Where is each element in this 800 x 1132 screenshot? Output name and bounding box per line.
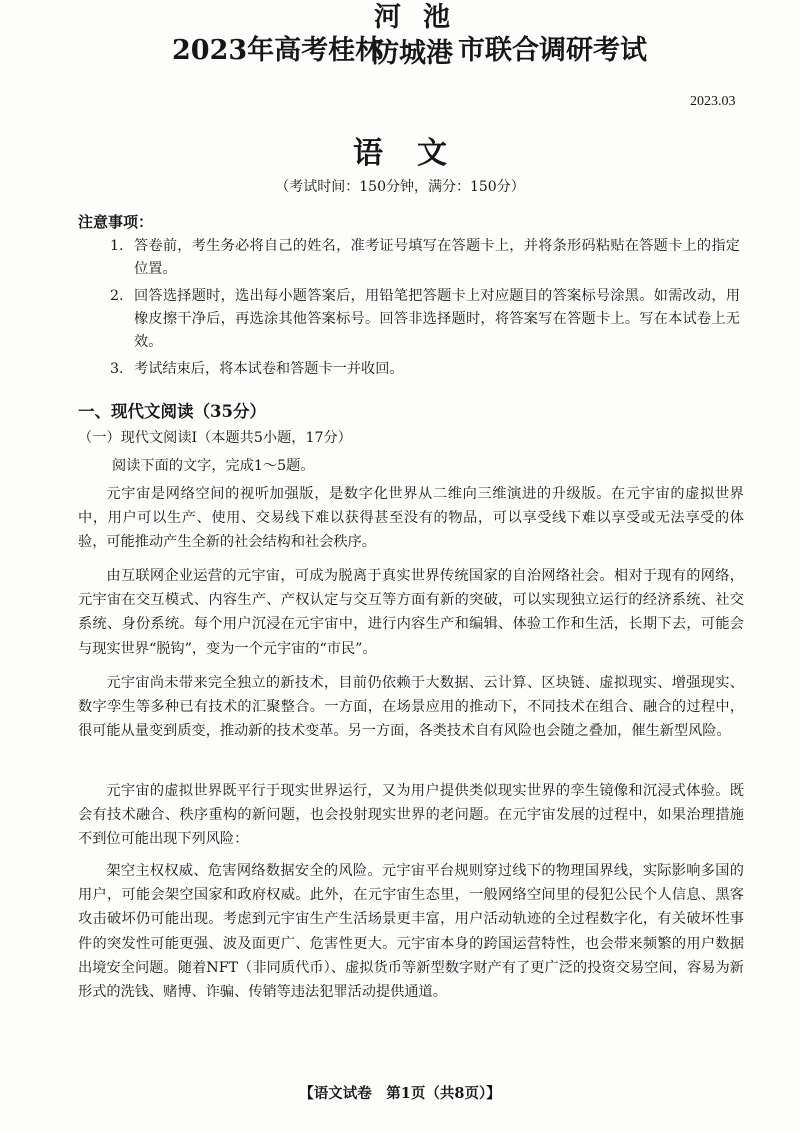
notice-item-text: 回答选择题时，选出每小题答案后，用铅笔把答题卡上对应题目的答案标号涂黑。如需改动，用橡皮擦干净后，再选涂其他答案标号。回答非选择题时，将答案写在答题卡上。写在本试卷上无效。 — [134, 288, 740, 350]
reading-instruction: 阅读下面的文字，完成1～5题。 — [112, 458, 315, 474]
title-city-fangchenggang: 防城港 — [372, 38, 453, 69]
notice-item-number: 1. — [110, 238, 124, 254]
title-city-he: 河 — [374, 2, 401, 33]
title-right: 市联合调研考试 — [458, 35, 647, 66]
page-footer: 【语文试卷 第1页（共8页）】 — [299, 1085, 501, 1102]
subject-title: 语文 — [353, 136, 481, 171]
sub-section-heading: （一）现代文阅读Ⅰ（本题共5小题，17分） — [78, 430, 352, 446]
title-city-chi: 池 — [423, 2, 450, 33]
passage-paragraph: 元宇宙是网络空间的视听加强版，是数字化世界从二维向三维演进的升级版。在元宇宙的虚拟世界中，用户可以生产、使用、交易线下难以获得甚至没有的物品，可以享受线下难以享受或无法享受的体验，可能推动产生全新的社会结构和社会秩序。 — [78, 486, 744, 551]
passage-paragraph: 架空主权权威、危害网络数据安全的风险。元宇宙平台规则穿过线下的物理国界线，实际影响多国的用户，可能会架空国家和政府权威。此外，在元宇宙生态里，一般网络空间里的侵犯公民个人信息、黑客攻击破坏仍可能出现。考虑到元宇宙生产生活场景更丰富，用户活动轨迹的全过程数字化，有关破坏性事件的突发性可能更强、波及面更广、危害性更大。元宇宙本身的跨国运营特性，也会带来频繁的用户数据出境安全问题。随着NFT（非同质代币）、虚拟货币等新型数字财产有了更广泛的投资交易空间，容易为新形式的洗钱、赌博、诈骗、传销等违法犯罪活动提供通道。 — [78, 863, 744, 1001]
section-heading: 一、现代文阅读（35分） — [78, 402, 266, 421]
passage-paragraph: 元宇宙的虚拟世界既平行于现实世界运行，又为用户提供类似现实世界的孪生镜像和沉浸式体验。既会有技术融合、秩序重构的新问题，也会投射现实世界的老问题。在元宇宙发展的过程中，如果治理措施不到位可能出现下列风险： — [78, 783, 744, 848]
title-city-stack — [372, 0, 456, 72]
exam-date: 2023.03 — [690, 94, 736, 109]
title-left: 2023年高考桂林 — [172, 35, 383, 66]
notice-item-number: 2. — [110, 288, 124, 304]
exam-info: （考试时间：150分钟，满分：150分） — [275, 179, 525, 195]
passage-paragraph: 由互联网企业运营的元宇宙，可成为脱离于真实世界传统国家的自治网络社会。相对于现有的网络，元宇宙在交互模式、内容生产、产权认定与交互等方面有新的突破，可以实现独立运行的经济系统、社交系统、身份系统。每个用户沉浸在元宇宙中，进行内容生产和编辑、体验工作和生活，长期下去，可能会与现实世界“脱钩”，变为一个元宇宙的“市民”。 — [78, 568, 744, 657]
notice-title: 注意事项： — [78, 213, 154, 231]
notice-item-text: 考试结束后，将本试卷和答题卡一并收回。 — [134, 361, 404, 377]
notice-item-number: 3. — [110, 361, 124, 377]
passage-paragraph: 元宇宙尚未带来完全独立的新技术，目前仍依赖于大数据、云计算、区块链、虚拟现实、增强现实、数字孪生等多种已有技术的汇聚整合。一方面，在场景应用的推动下，不同技术在组合、融合的过程中，很可能从量变到质变，推动新的技术变革。另一方面，各类技术自有风险也会随之叠加，催生新型风险。 — [78, 675, 744, 740]
notice-item-text: 答卷前，考生务必将自己的姓名，准考证号填写在答题卡上，并将条形码粘贴在答题卡上的指定位置。 — [134, 238, 740, 277]
